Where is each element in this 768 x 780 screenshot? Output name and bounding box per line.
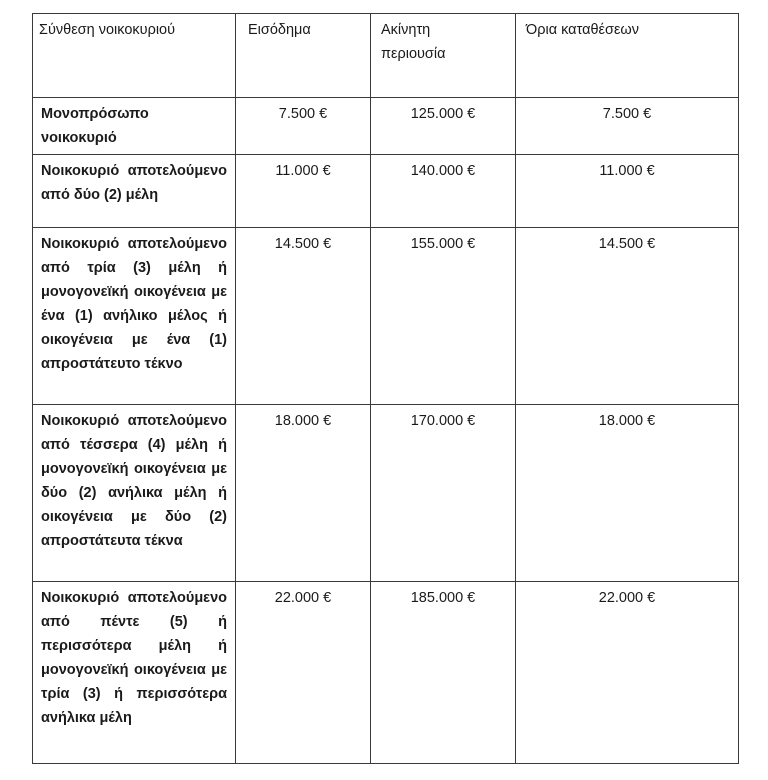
header-row: [33, 14, 739, 98]
income-cell: 22.000 €: [236, 582, 371, 764]
deposits-cell: 18.000 €: [516, 405, 739, 582]
income-cell: 18.000 €: [236, 405, 371, 582]
property-cell: 140.000 €: [371, 155, 516, 228]
header-income: Εισόδημα: [236, 14, 371, 98]
composition-cell: Μονοπρόσωπο νοικοκυριό: [33, 98, 236, 155]
header-composition: Σύνθεση νοικοκυριού: [33, 14, 236, 98]
property-cell: 170.000 €: [371, 405, 516, 582]
table-row: [33, 582, 739, 764]
deposits-cell: 22.000 €: [516, 582, 739, 764]
property-cell: 125.000 €: [371, 98, 516, 155]
composition-cell: Νοικοκυριό αποτελούμενο από πέντε (5) ή περισσότερα μέλη ή μονογονεϊκή οικογένεια με τρία (3) ή περισσότερα ανήλικα μέλη: [33, 582, 236, 764]
composition-cell: Νοικοκυριό αποτελούμενο από τέσσερα (4) μέλη ή μονογονεϊκή οικογένεια με δύο (2) ανήλικα μέλη ή οικογένεια με δύο (2) απροστάτευτα τέκνα: [33, 405, 236, 582]
deposits-cell: 7.500 €: [516, 98, 739, 155]
income-cell: 14.500 €: [236, 228, 371, 405]
property-cell: 185.000 €: [371, 582, 516, 764]
table-row: [33, 98, 739, 155]
composition-cell: Νοικοκυριό αποτελούμενο από δύο (2) μέλη: [33, 155, 236, 228]
header-property: Ακίνητη περιουσία: [371, 14, 516, 98]
deposits-cell: 11.000 €: [516, 155, 739, 228]
header-deposit-limits: Όρια καταθέσεων: [516, 14, 739, 98]
property-cell: 155.000 €: [371, 228, 516, 405]
composition-cell: Νοικοκυριό αποτελούμενο από τρία (3) μέλη ή μονογονεϊκή οικογένεια με ένα (1) ανήλικο μέλος ή οικογένεια με ένα (1) απροστάτευτο τέκνο: [33, 228, 236, 405]
household-criteria-table: [32, 13, 739, 764]
deposits-cell: 14.500 €: [516, 228, 739, 405]
table-row: [33, 405, 739, 582]
table-row: [33, 228, 739, 405]
income-cell: 7.500 €: [236, 98, 371, 155]
income-cell: 11.000 €: [236, 155, 371, 228]
table-row: [33, 155, 739, 228]
